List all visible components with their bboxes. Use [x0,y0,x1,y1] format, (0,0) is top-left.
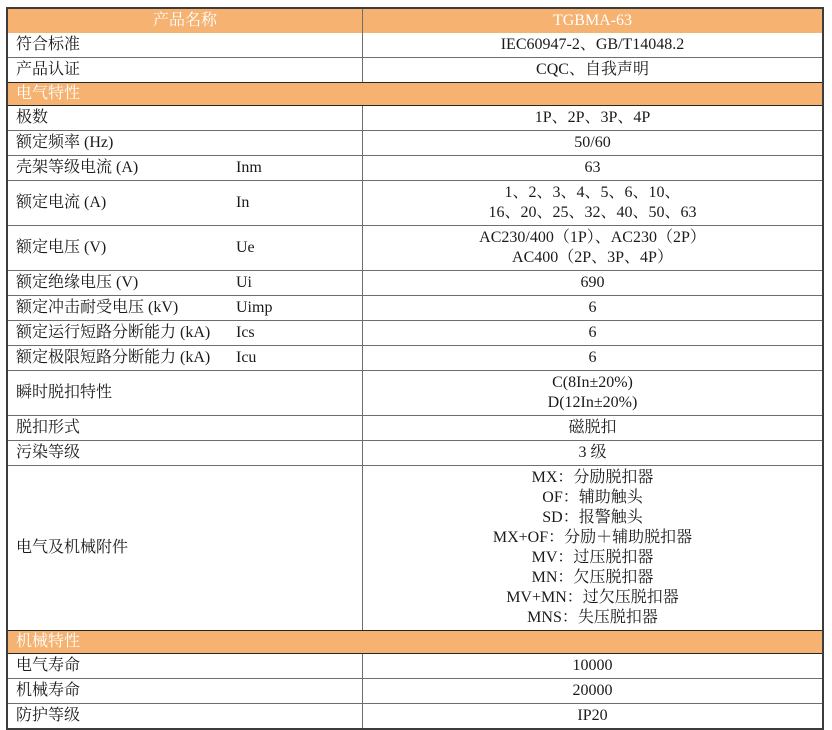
row-value-line: 6 [588,324,597,341]
row-label-cell [8,33,363,57]
row-value-line: C(8In±20%) [552,374,633,391]
table-row [8,155,822,180]
section-header-row [8,630,822,654]
row-value-line: 63 [584,159,601,176]
row-label: 额定频率 (Hz) [16,134,114,151]
row-value-line: MV：过压脱扣器 [531,549,654,566]
row-label-cell [8,416,363,440]
row-label: 额定冲击耐受电压 (kV) [16,299,179,316]
row-value-cell [363,321,822,345]
row-value-line: 1P、2P、3P、4P [534,109,651,126]
row-label: 产品认证 [16,61,81,78]
row-value-cell [363,106,822,130]
table-row [8,654,822,678]
row-label: 极数 [16,109,49,126]
row-value-line: SD：报警触头 [542,509,643,526]
row-value-line: D(12In±20%) [547,394,638,411]
table-row [8,703,822,728]
row-symbol: Ui [236,274,252,291]
row-value-cell [363,33,822,57]
row-value-cell [363,654,822,678]
row-label-cell [8,321,363,345]
row-label-cell [8,704,363,728]
row-label-cell [8,156,363,180]
row-label: 额定电流 (A) [16,194,107,211]
row-value-cell [363,466,822,630]
row-value-line: AC230/400（1P）、AC230（2P） [479,229,706,246]
table-row [8,180,822,225]
row-label-cell [8,346,363,370]
table-row [8,33,822,57]
row-value-line: 50/60 [574,134,611,151]
row-value-line: MX+OF：分励＋辅助脱扣器 [492,529,693,546]
row-label-cell [8,226,363,270]
row-value-cell [363,704,822,728]
table-row [8,130,822,155]
row-value-line: MX：分励脱扣器 [531,469,654,486]
row-value-line: 3 级 [578,444,607,461]
row-value-cell [363,131,822,155]
row-label-cell [8,181,363,225]
row-value-cell [363,181,822,225]
row-symbol: Inm [236,159,262,176]
row-symbol: Uimp [236,299,273,316]
table-row [8,345,822,370]
row-label: 瞬时脱扣特性 [16,384,113,401]
row-value-line: 1、2、3、4、5、6、10、 [504,184,681,201]
row-value-line: 690 [580,274,605,291]
spec-table [6,7,824,730]
row-value-cell [363,226,822,270]
table-row [8,270,822,295]
product-model-value: TGBMA-63 [552,12,633,29]
row-label-cell [8,679,363,703]
table-row [8,106,822,130]
row-label-cell [8,466,363,630]
row-label: 额定电压 (V) [16,239,107,256]
product-header-row [8,9,822,33]
product-name-header-cell [8,9,363,33]
row-value-cell [363,371,822,415]
row-value-line: 10000 [572,657,613,674]
row-value-line: MV+MN：过欠压脱扣器 [506,589,679,606]
row-label: 电气寿命 [16,657,81,674]
product-model-header-cell [363,9,822,33]
row-label-cell [8,131,363,155]
row-value-cell [363,679,822,703]
row-value-cell [363,416,822,440]
row-value-line: OF：辅助触头 [542,489,643,506]
row-value-line: 磁脱扣 [568,419,617,436]
row-value-line: IEC60947-2、GB/T14048.2 [500,36,685,53]
row-value-cell [363,58,822,82]
table-row [8,678,822,703]
table-row [8,465,822,630]
row-value-line: IP20 [577,707,608,724]
row-value-cell [363,441,822,465]
row-symbol: Ics [236,324,255,341]
table-row [8,320,822,345]
section-title: 机械特性 [16,633,81,650]
row-value-line: 20000 [572,682,613,699]
row-value-line: CQC、自我声明 [536,61,649,78]
row-symbol: Ue [236,239,255,256]
section-header-row [8,82,822,106]
row-label: 电气及机械附件 [16,539,129,556]
row-symbol: Icu [236,349,257,366]
row-value-line: MNS：失压脱扣器 [527,609,658,626]
row-label: 壳架等级电流 (A) [16,159,139,176]
table-row [8,295,822,320]
row-label: 机械寿命 [16,682,81,699]
row-label: 额定极限短路分断能力 (kA) [16,349,211,366]
row-label-cell [8,271,363,295]
row-label: 污染等级 [16,444,81,461]
table-row [8,370,822,415]
row-value-line: AC400（2P、3P、4P） [512,249,673,266]
table-row [8,440,822,465]
table-row [8,57,822,82]
row-label: 脱扣形式 [16,419,81,436]
table-row [8,225,822,270]
product-name-label: 产品名称 [152,12,217,29]
row-label: 符合标准 [16,36,81,53]
row-label: 额定运行短路分断能力 (kA) [16,324,211,341]
section-title: 电气特性 [16,85,81,102]
row-label: 防护等级 [16,707,81,724]
row-value-cell [363,346,822,370]
row-label-cell [8,58,363,82]
table-row [8,415,822,440]
row-label: 额定绝缘电压 (V) [16,274,139,291]
row-label-cell [8,371,363,415]
row-symbol: In [236,194,250,211]
spec-rows [8,33,822,728]
row-value-line: 16、20、25、32、40、50、63 [488,204,697,221]
row-label-cell [8,654,363,678]
row-value-cell [363,271,822,295]
row-label-cell [8,296,363,320]
row-value-line: 6 [588,349,597,366]
row-value-line: MN：欠压脱扣器 [531,569,654,586]
row-value-line: 6 [588,299,597,316]
row-value-cell [363,156,822,180]
row-label-cell [8,441,363,465]
row-label-cell [8,106,363,130]
row-value-cell [363,296,822,320]
